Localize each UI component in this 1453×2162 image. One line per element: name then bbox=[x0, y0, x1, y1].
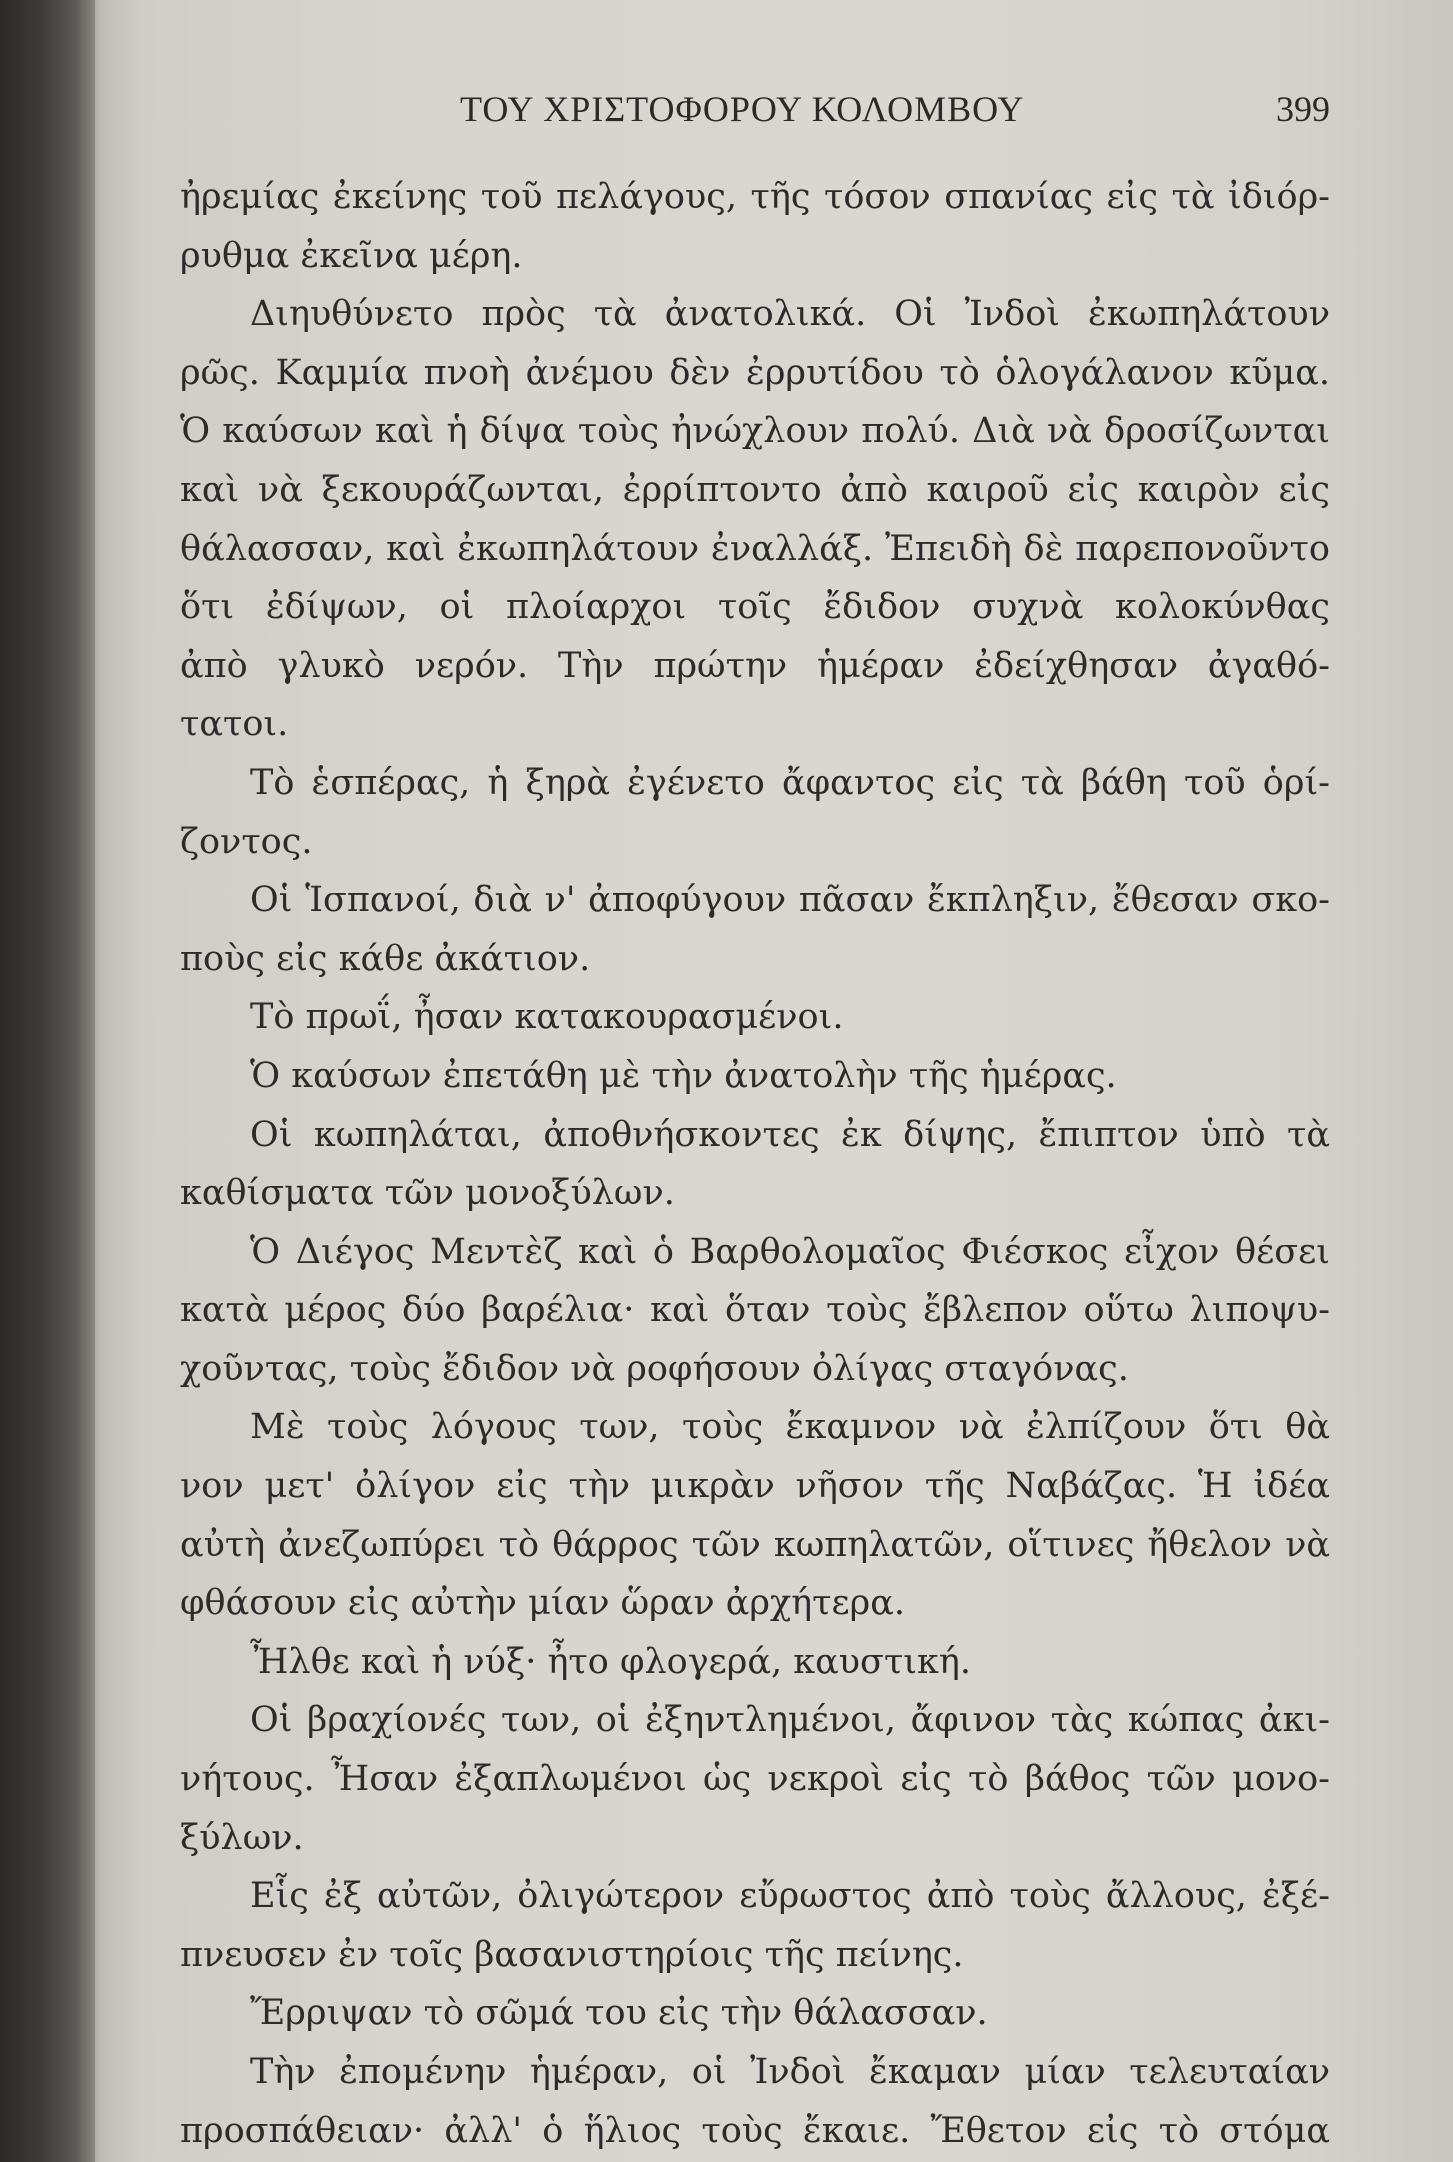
body-text bbox=[180, 168, 1330, 2160]
text-line: νον μετ' ὀλίγον εἰς τὴν μικρὰν νῆσον τῆς Ναβάζας. Ἡ ἰδέα bbox=[180, 1466, 1330, 1507]
text-line: προσπάθειαν· ἀλλ' ὁ ἥλιος τοὺς ἔκαιε. Ἔθετον εἰς τὸ στόμα bbox=[180, 2110, 1330, 2151]
text-line: Τὸ πρωΐ, ἦσαν κατακουρασμένοι. bbox=[250, 997, 844, 1038]
text-line: καὶ νὰ ξεκουράζωνται, ἐρρίπτοντο ἀπὸ καιροῦ εἰς καιρὸν εἰς bbox=[180, 469, 1330, 510]
text-line: καθίσματα τῶν μονοξύλων. bbox=[180, 1173, 675, 1214]
text-line: Ἦλθε καὶ ἡ νύξ· ἦτο φλογερά, καυστική. bbox=[250, 1641, 972, 1682]
text-line: Διηυθύνετο πρὸς τὰ ἀνατολικά. Οἱ Ἰνδοὶ ἐκωπηλάτουν bbox=[250, 294, 1330, 335]
text-line: Οἱ κωπηλάται, ἀποθνήσκοντες ἐκ δίψης, ἔπιπτον ὑπὸ τὰ bbox=[250, 1114, 1330, 1155]
text-line: ὅτι ἐδίψων, οἱ πλοίαρχοι τοῖς ἔδιδον συχνὰ κολοκύνθας bbox=[180, 587, 1330, 628]
text-line: Οἱ βραχίονές των, οἱ ἐξηντλημένοι, ἄφινον τὰς κώπας ἀκι- bbox=[250, 1700, 1330, 1741]
text-line: ἠρεμίας ἐκείνης τοῦ πελάγους, τῆς τόσον σπανίας εἰς τὰ ἰδιόρ- bbox=[180, 177, 1330, 217]
text-line: Τὴν ἐπομένην ἡμέραν, οἱ Ἰνδοὶ ἔκαμαν μίαν τελευταίαν bbox=[250, 2052, 1330, 2092]
text-line: θάλασσαν, καὶ ἐκωπηλάτουν ἐναλλάξ. Ἐπειδὴ δὲ παρεπονοῦντο bbox=[180, 528, 1330, 569]
text-line: φθάσουν εἰς αὐτὴν μίαν ὥραν ἀρχήτερα. bbox=[180, 1583, 905, 1624]
running-title: ΤΟΥ ΧΡΙΣΤΟΦΟΡΟΥ ΚΟΛΟΜΒΟΥ bbox=[460, 89, 1025, 129]
page-header bbox=[180, 88, 1330, 136]
text-line: Ὁ Διέγος Μεντὲζ καὶ ὁ Βαρθολομαῖος Φιέσκος εἶχον θέσει bbox=[250, 1231, 1330, 1272]
text-line: ρῶς. Καμμία πνοὴ ἀνέμου δὲν ἐρρυτίδου τὸ ὁλογάλανον κῦμα. bbox=[180, 352, 1330, 393]
book-spine-shadow bbox=[0, 0, 95, 2162]
text-line: αὐτὴ ἀνεζωπύρει τὸ θάρρος τῶν κωπηλατῶν, οἵτινες ἤθελον νὰ bbox=[180, 1524, 1330, 1565]
text-line: Εἷς ἐξ αὐτῶν, ὀλιγώτερον εὔρωστος ἀπὸ τοὺς ἄλλους, ἐξέ- bbox=[250, 1876, 1330, 1917]
text-line: Ὁ καύσων καὶ ἡ δίψα τοὺς ἠνώχλουν πολύ. Διὰ νὰ δροσίζωνται bbox=[180, 411, 1330, 452]
text-line: ζοντος. bbox=[180, 821, 313, 862]
text-line: τατοι. bbox=[180, 704, 289, 745]
text-line: Τὸ ἑσπέρας, ἡ ξηρὰ ἐγένετο ἄφαντος εἰς τὰ βάθη τοῦ ὁρί- bbox=[250, 762, 1330, 803]
text-line: ποὺς εἰς κάθε ἀκάτιον. bbox=[180, 938, 591, 979]
text-line: νήτους. Ἦσαν ἐξαπλωμένοι ὡς νεκροὶ εἰς τὸ βάθος τῶν μονο- bbox=[180, 1759, 1330, 1800]
text-line: ξύλων. bbox=[180, 1817, 304, 1858]
text-line: κατὰ μέρος δύο βαρέλια· καὶ ὅταν τοὺς ἔβλεπον οὕτω λιποψυ- bbox=[180, 1290, 1330, 1331]
text-line: ἀπὸ γλυκὸ νερόν. Τὴν πρώτην ἡμέραν ἐδείχθησαν ἀγαθό- bbox=[180, 645, 1330, 686]
text-line: πνευσεν ἐν τοῖς βασανιστηρίοις τῆς πείνης. bbox=[180, 1934, 964, 1975]
text-line: Οἱ Ἱσπανοί, διὰ ν' ἀποφύγουν πᾶσαν ἔκπληξιν, ἔθεσαν σκο- bbox=[250, 880, 1330, 921]
text-line: χοῦντας, τοὺς ἔδιδον νὰ ροφήσουν ὀλίγας σταγόνας. bbox=[180, 1348, 1129, 1389]
text-line: ρυθμα ἐκεῖνα μέρη. bbox=[180, 235, 523, 276]
text-line: Μὲ τοὺς λόγους των, τοὺς ἔκαμνον νὰ ἐλπίζουν ὅτι θὰ bbox=[250, 1407, 1330, 1448]
page-number: 399 bbox=[1276, 89, 1330, 129]
text-line: Ὁ καύσων ἐπετάθη μὲ τὴν ἀνατολὴν τῆς ἡμέρας. bbox=[250, 1055, 1117, 1096]
text-line: Ἔρριψαν τὸ σῶμά του εἰς τὴν θάλασσαν. bbox=[250, 1993, 988, 2034]
